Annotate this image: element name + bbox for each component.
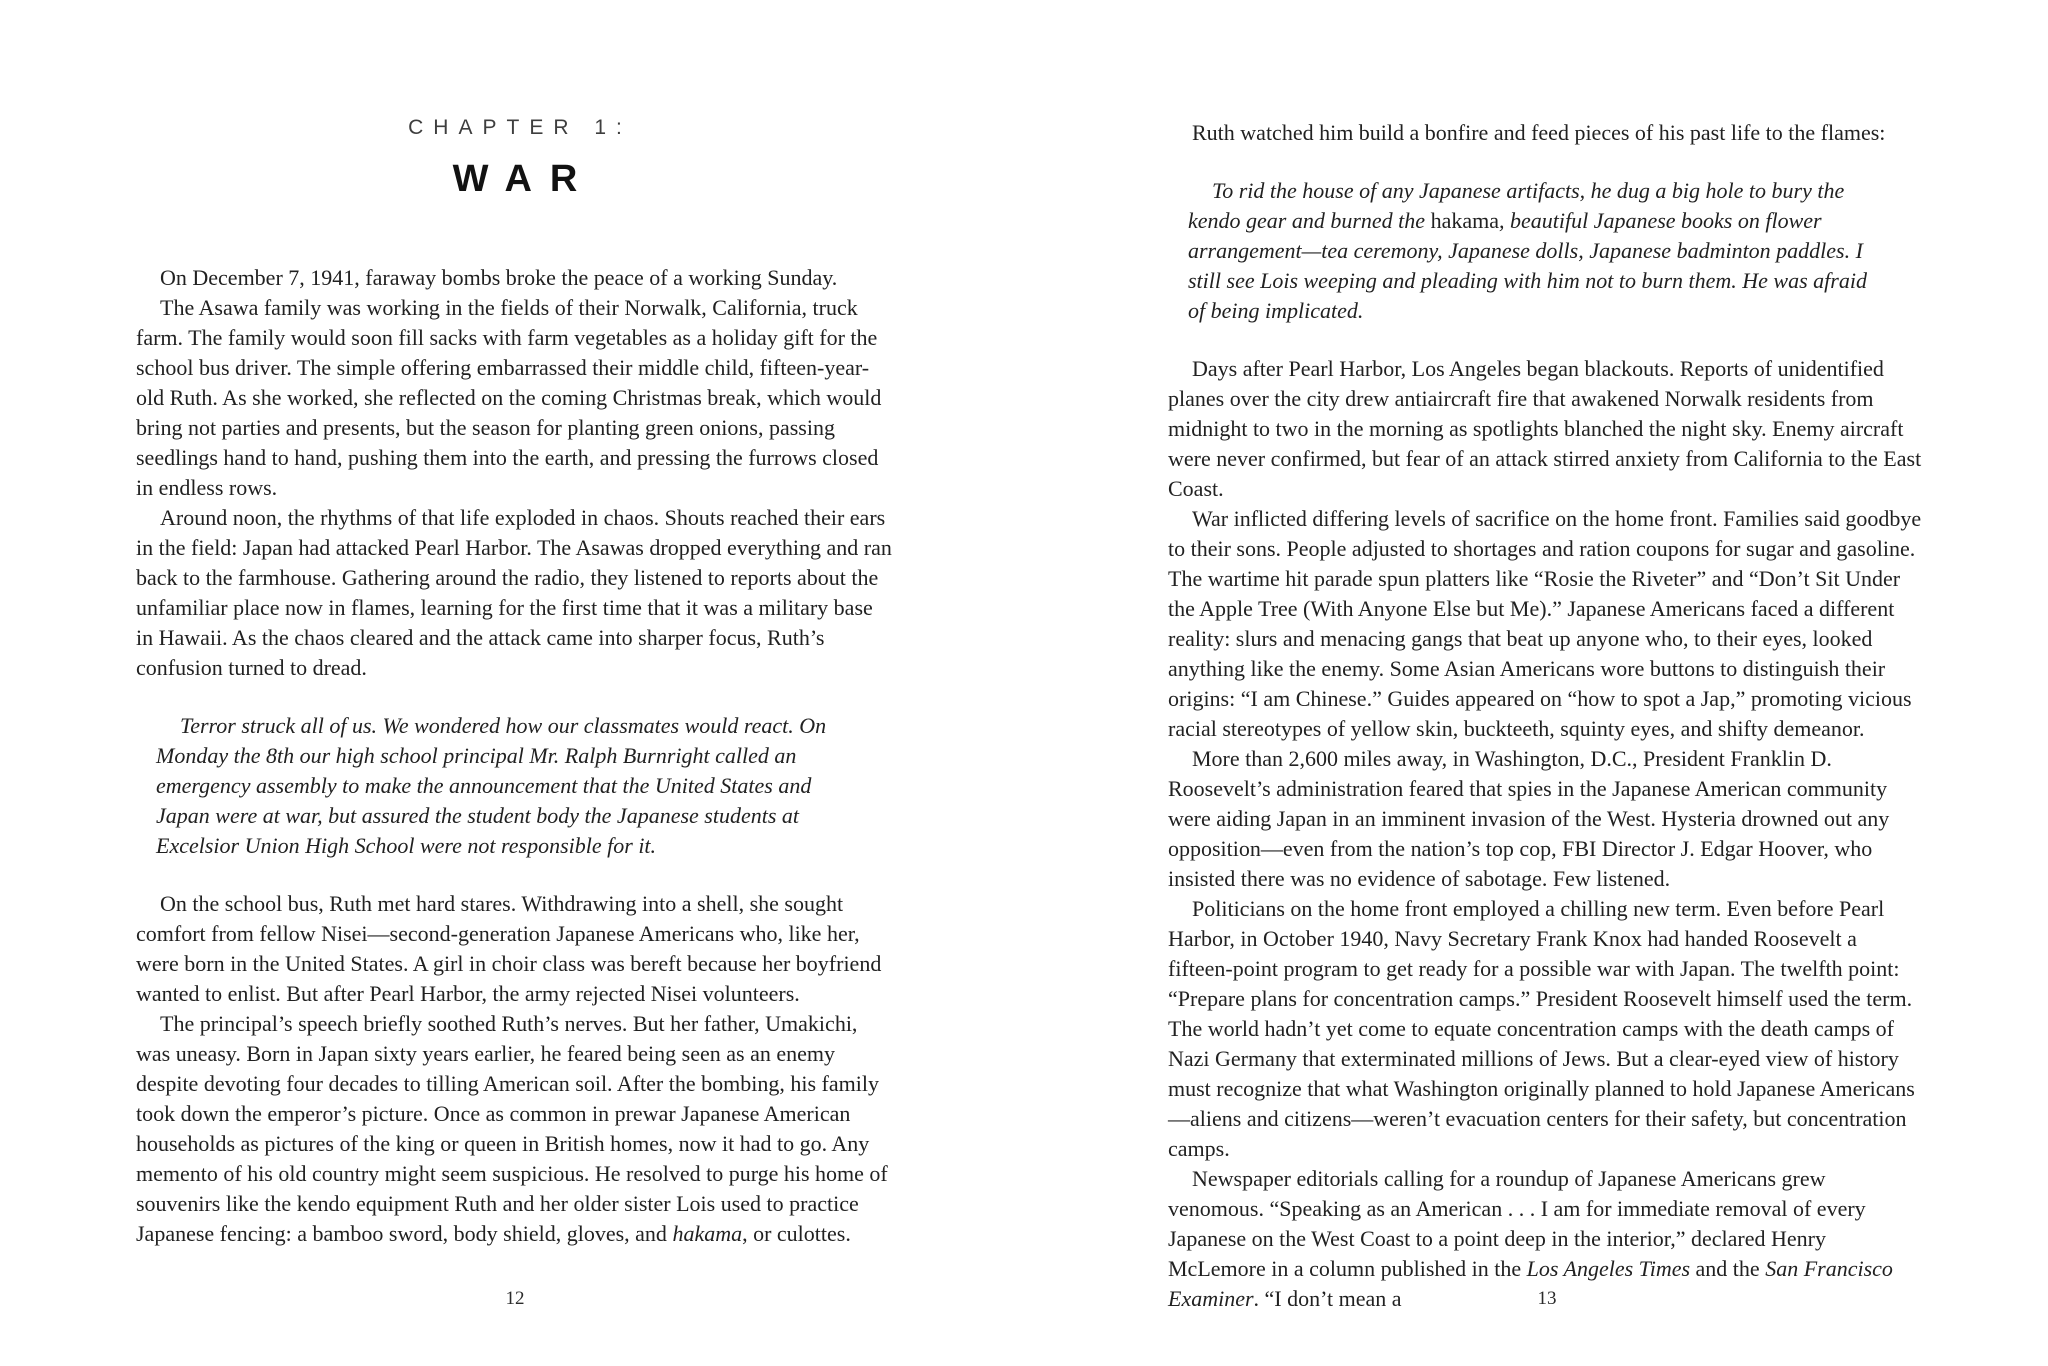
right-page-body: [1168, 0, 1926, 1314]
italic-title-sf-examiner: San Francisco Examiner: [1168, 1256, 1893, 1311]
paragraph: The Asawa family was working in the fields of their Norwalk, California, truck farm. The family would soon fill sacks with farm vegetables as a holiday gift for the school bus driver. The simple offering embarrassed their middle child, fifteen-year-old Ruth. As she worked, she reflected on the coming Christmas break, which would bring not parties and presents, but the season for planting green onions, passing seedlings hand to hand, pushing them into the earth, and pressing the furrows closed in endless rows.: [136, 295, 882, 500]
paragraph: On the school bus, Ruth met hard stares. Withdrawing into a shell, she sought comfort from fellow Nisei—second-generation Japanese Americans who, like her, were born in the United States. A girl in choir class was bereft because her boyfriend wanted to enlist. But after Pearl Harbor, the army rejected Nisei volunteers.: [136, 891, 882, 1006]
roman-term-hakama: hakama: [1430, 208, 1499, 233]
paragraph-text: The principal’s speech briefly soothed Ruth’s nerves. But her father, Umakichi, was uneasy. Born in Japan sixty years earlier, he feared being seen as an enemy despite devoting four decades to tilling American soil. After the bombing, his family took down the emperor’s picture. Once as common in prewar Japanese American households as pictures of the king or queen in British homes, now it had to go. Any memento of his old country might seem suspicious. He resolved to purge his home of souvenirs like the kendo equipment Ruth and her older sister Lois used to practice Japanese fencing: a bamboo sword, body shield, gloves, and: [136, 1011, 888, 1246]
paragraph-text: and the: [1690, 1256, 1766, 1281]
quote-segment: , beautiful Japanese books on flower arrangement—tea ceremony, Japanese dolls, Japanese badminton paddles. I still see Lois weeping and pleading with him not to burn them. He was afraid of being implicated.: [1188, 208, 1867, 323]
quote-text: Terror struck all of us. We wondered how our classmates would react. On Monday the 8th our high school principal Mr. Ralph Burnright called an emergency assembly to make the announcement that the United States and Japan were at war, but assured the student body the Japanese students at Excelsior Union High School were not responsible for it.: [156, 713, 827, 858]
paragraph: On December 7, 1941, faraway bombs broke the peace of a working Sunday.: [160, 265, 838, 290]
block-quote-bonfire: [1188, 176, 1882, 326]
paragraph-text: . “I don’t mean a: [1253, 1286, 1402, 1311]
page-left: [136, 0, 894, 1366]
paragraph: Days after Pearl Harbor, Los Angeles began blackouts. Reports of unidentified planes over the city drew antiaircraft fire that awakened Norwalk residents from midnight to two in the morning as spotlights blanched the night sky. Enemy aircraft were never confirmed, but fear of an attack stirred anxiety from California to the East Coast.: [1168, 356, 1922, 501]
chapter-heading: [136, 0, 894, 201]
italic-term-hakama: hakama: [672, 1221, 743, 1246]
quote-segment: To rid the house of any Japanese artifacts, he dug a big hole to bury the kendo gear and burned the: [1188, 178, 1845, 233]
page-number-left: 12: [505, 1288, 525, 1309]
paragraph: Politicians on the home front employed a chilling new term. Even before Pearl Harbor, in October 1940, Navy Secretary Frank Knox had handed Roosevelt a fifteen-point program to get ready for a possible war with Japan. The twelfth point: “Prepare plans for concentration camps.” President Roosevelt himself used the term. The world hadn’t yet come to equate concentration camps with the death camps of Nazi Germany that exterminated millions of Jews. But a clear-eyed view of history must recognize that what Washington originally planned to hold Japanese Americans—aliens and citizens—weren’t evacuation centers for their safety, but concentration camps.: [1168, 896, 1915, 1161]
paragraph: Around noon, the rhythms of that life exploded in chaos. Shouts reached their ears in the field: Japan had attacked Pearl Harbor. The Asawas dropped everything and ran back to the farmhouse. Gathering around the radio, they listened to reports about the unfamiliar place now in flames, learning for the first time that it was a military base in Hawaii. As the chaos cleared and the attack came into sharper focus, Ruth’s confusion turned to dread.: [136, 505, 892, 680]
paragraph-text: , or culottes.: [742, 1221, 851, 1246]
quote-text: [1188, 176, 1882, 326]
paragraph: [136, 1009, 894, 1249]
chapter-title: WAR: [452, 158, 596, 200]
chapter-kicker: CHAPTER 1:: [408, 116, 632, 139]
italic-title-la-times: Los Angeles Times: [1526, 1256, 1691, 1281]
paragraph: War inflicted differing levels of sacrifice on the home front. Families said goodbye to their sons. People adjusted to shortages and ration coupons for sugar and gasoline. The wartime hit parade spun platters like “Rosie the Riveter” and “Don’t Sit Under the Apple Tree (With Anyone Else but Me).” Japanese Americans faced a different reality: slurs and menacing gangs that beat up anyone who, to their eyes, looked anything like the enemy. Some Asian Americans wore buttons to distinguish their origins: “I am Chinese.” Guides appeared on “how to spot a Jap,” promoting vicious racial stereotypes of yellow skin, buckteeth, squinty eyes, and shifty demeanor.: [1168, 506, 1922, 741]
page-number-right: 13: [1537, 1288, 1557, 1309]
block-quote-principal: [156, 711, 850, 861]
page-right: [1168, 0, 1926, 1366]
paragraph: More than 2,600 miles away, in Washington, D.C., President Franklin D. Roosevelt’s administration feared that spies in the Japanese American community were aiding Japan in an imminent invasion of the West. Hysteria drowned out any opposition—even from the nation’s top cop, FBI Director J. Edgar Hoover, who insisted there was no evidence of sabotage. Few listened.: [1168, 746, 1890, 891]
paragraph-text: Newspaper editorials calling for a roundup of Japanese Americans grew venomous. “Speaking as an American . . . I am for immediate removal of every Japanese on the West Coast to a point deep in the interior,” declared Henry McLemore in a column published in the: [1168, 1166, 1866, 1281]
left-page-body: [136, 263, 894, 1249]
paragraph: Ruth watched him build a bonfire and feed pieces of his past life to the flames:: [1192, 120, 1886, 145]
